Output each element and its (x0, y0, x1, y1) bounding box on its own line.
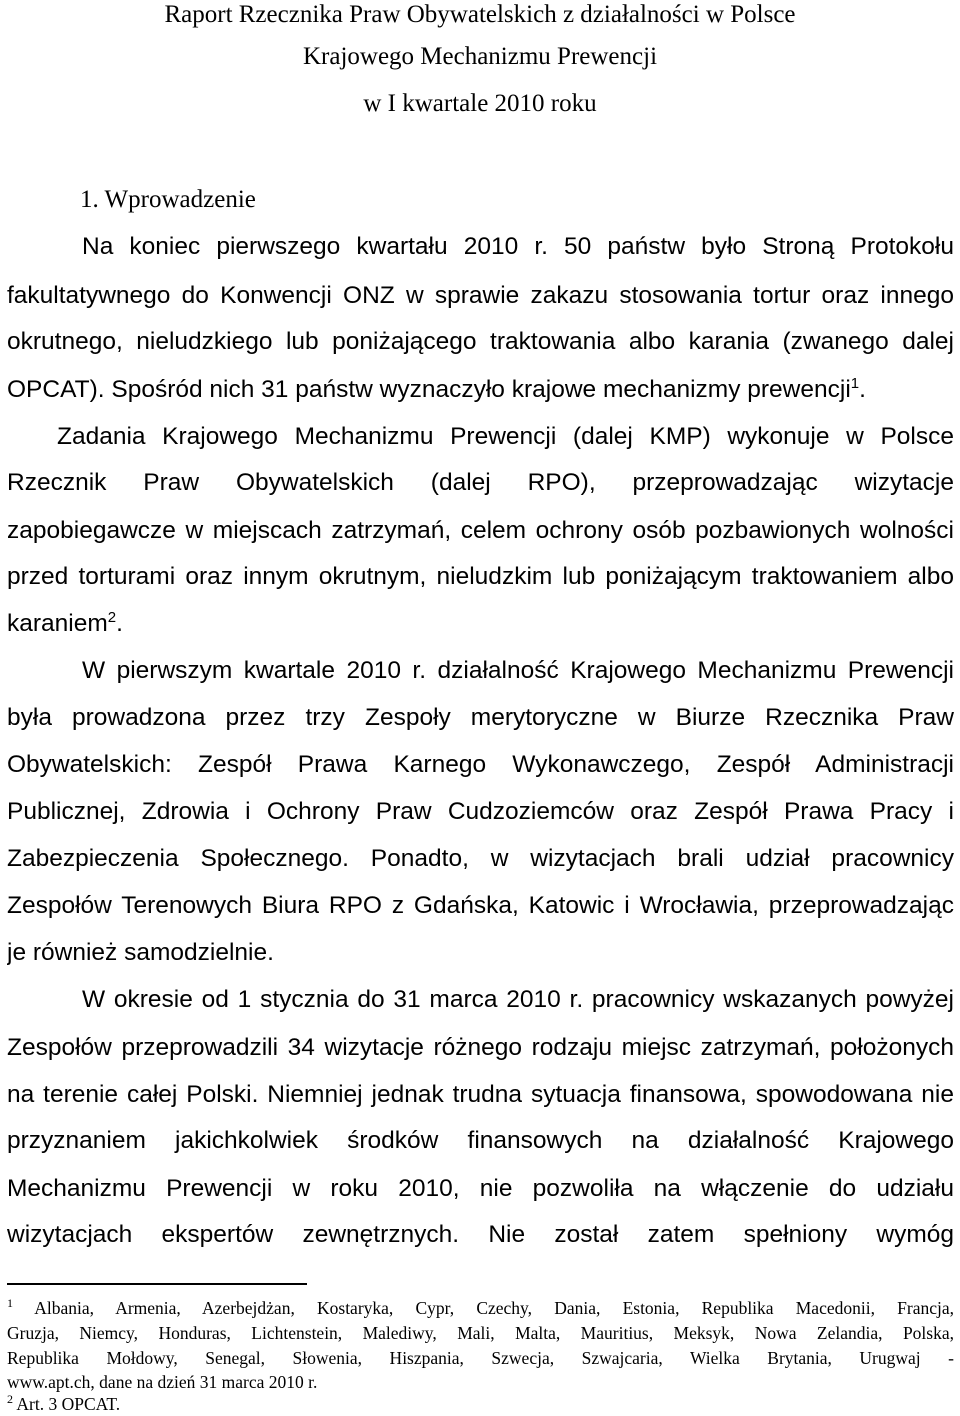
paragraph-2-line-5 (7, 607, 954, 641)
paragraph-4-line-6: wizytacjach ekspertów zewnętrznych. Nie został zatem spełniony wymóg (7, 1221, 954, 1248)
paragraph-3-line-1: W pierwszym kwartale 2010 r. działalność Krajowego Mechanizmu Prewencji (82, 657, 954, 684)
footnote-1-line-2: Gruzja, Niemcy, Honduras, Lichtenstein, Malediwy, Mali, Malta, Mauritius, Meksyk, Nowa Zelandia, Polska, (7, 1323, 954, 1343)
paragraph-3-line-5: Zabezpieczenia Społecznego. Ponadto, w wizytacjach brali udział pracownicy (7, 845, 954, 872)
footnote-2 (7, 1392, 954, 1416)
paragraph-1-line-4-text: OPCAT). Spośród nich 31 państw wyznaczyło krajowe mechanizmy prewencji (7, 376, 851, 403)
footnote-separator (7, 1283, 307, 1285)
footnote-1-line-1 (7, 1296, 954, 1320)
report-title-line-3: w I kwartale 2010 roku (363, 90, 597, 117)
footnote-ref-1[interactable]: 1 (850, 374, 860, 392)
paragraph-2-line-1: Zadania Krajowego Mechanizmu Prewencji (dalej KMP) wykonuje w Polsce (57, 423, 954, 450)
footnote-1-line-3: Republika Mołdowy, Senegal, Słowenia, Hiszpania, Szwecja, Szwajcaria, Wielka Brytania, Urugwaj - (7, 1348, 954, 1368)
footnote-1-marker: 1 (7, 1296, 13, 1311)
paragraph-2-line-5-text: karaniem (7, 610, 108, 637)
paragraph-1-line-3: okrutnego, nieludzkiego lub poniżającego traktowania albo karania (zwanego dalej (7, 328, 954, 355)
paragraph-2-line-2: Rzecznik Praw Obywatelskich (dalej RPO), przeprowadzając wizytacje (7, 469, 954, 496)
paragraph-4-line-3: na terenie całej Polski. Niemniej jednak trudna sytuacja finansowa, spowodowana nie (7, 1081, 954, 1108)
report-title-line-2: Krajowego Mechanizmu Prewencji (302, 43, 658, 70)
footnote-2-marker: 2 (7, 1392, 13, 1407)
paragraph-3-line-7: je również samodzielnie. (7, 939, 274, 966)
footnote-ref-2[interactable]: 2 (107, 608, 117, 626)
paragraph-4-line-1: W okresie od 1 stycznia do 31 marca 2010 r. pracownicy wskazanych powyżej (82, 986, 954, 1013)
section-heading: 1. Wprowadzenie (80, 186, 256, 213)
paragraph-1-line-4 (7, 373, 954, 407)
paragraph-3-line-6: Zespołów Terenowych Biura RPO z Gdańska, Katowic i Wrocławia, przeprowadzając (7, 892, 954, 919)
paragraph-1-line-4-end: . (859, 376, 866, 403)
paragraph-2-line-4: przed torturami oraz innym okrutnym, nieludzkim lub poniżającym traktowaniem albo (7, 563, 954, 590)
footnote-1-line-4: www.apt.ch, dane na dzień 31 marca 2010 r. (7, 1372, 318, 1392)
footnote-1-line-1-text: Albania, Armenia, Azerbejdżan, Kostaryka, Cypr, Czechy, Dania, Estonia, Republika Macedonii, Francja, (34, 1298, 954, 1318)
paragraph-4-line-5: Mechanizmu Prewencji w roku 2010, nie pozwoliła na włączenie do udziału (7, 1175, 954, 1202)
paragraph-4-line-4: przyznaniem jakichkolwiek środków finansowych na działalność Krajowego (7, 1127, 954, 1154)
paragraph-3-line-4: Publicznej, Zdrowia i Ochrony Praw Cudzoziemców oraz Zespół Prawa Pracy i (7, 798, 954, 825)
footnote-2-text: Art. 3 OPCAT. (16, 1394, 121, 1414)
paragraph-3-line-3: Obywatelskich: Zespół Prawa Karnego Wykonawczego, Zespół Administracji (7, 751, 954, 778)
report-title-line-1: Raport Rzecznika Praw Obywatelskich z działalności w Polsce (164, 1, 796, 28)
paragraph-1-line-1: Na koniec pierwszego kwartału 2010 r. 50 państw było Stroną Protokołu (82, 233, 954, 260)
paragraph-2-line-5-end: . (116, 610, 123, 637)
paragraph-1-line-2: fakultatywnego do Konwencji ONZ w sprawie zakazu stosowania tortur oraz innego (7, 282, 954, 309)
paragraph-4-line-2: Zespołów przeprowadzili 34 wizytacje różnego rodzaju miejsc zatrzymań, położonych (7, 1034, 954, 1061)
paragraph-3-line-2: była prowadzona przez trzy Zespoły merytoryczne w Biurze Rzecznika Praw (7, 704, 954, 731)
paragraph-2-line-3: zapobiegawcze w miejscach zatrzymań, celem ochrony osób pozbawionych wolności (7, 517, 954, 544)
